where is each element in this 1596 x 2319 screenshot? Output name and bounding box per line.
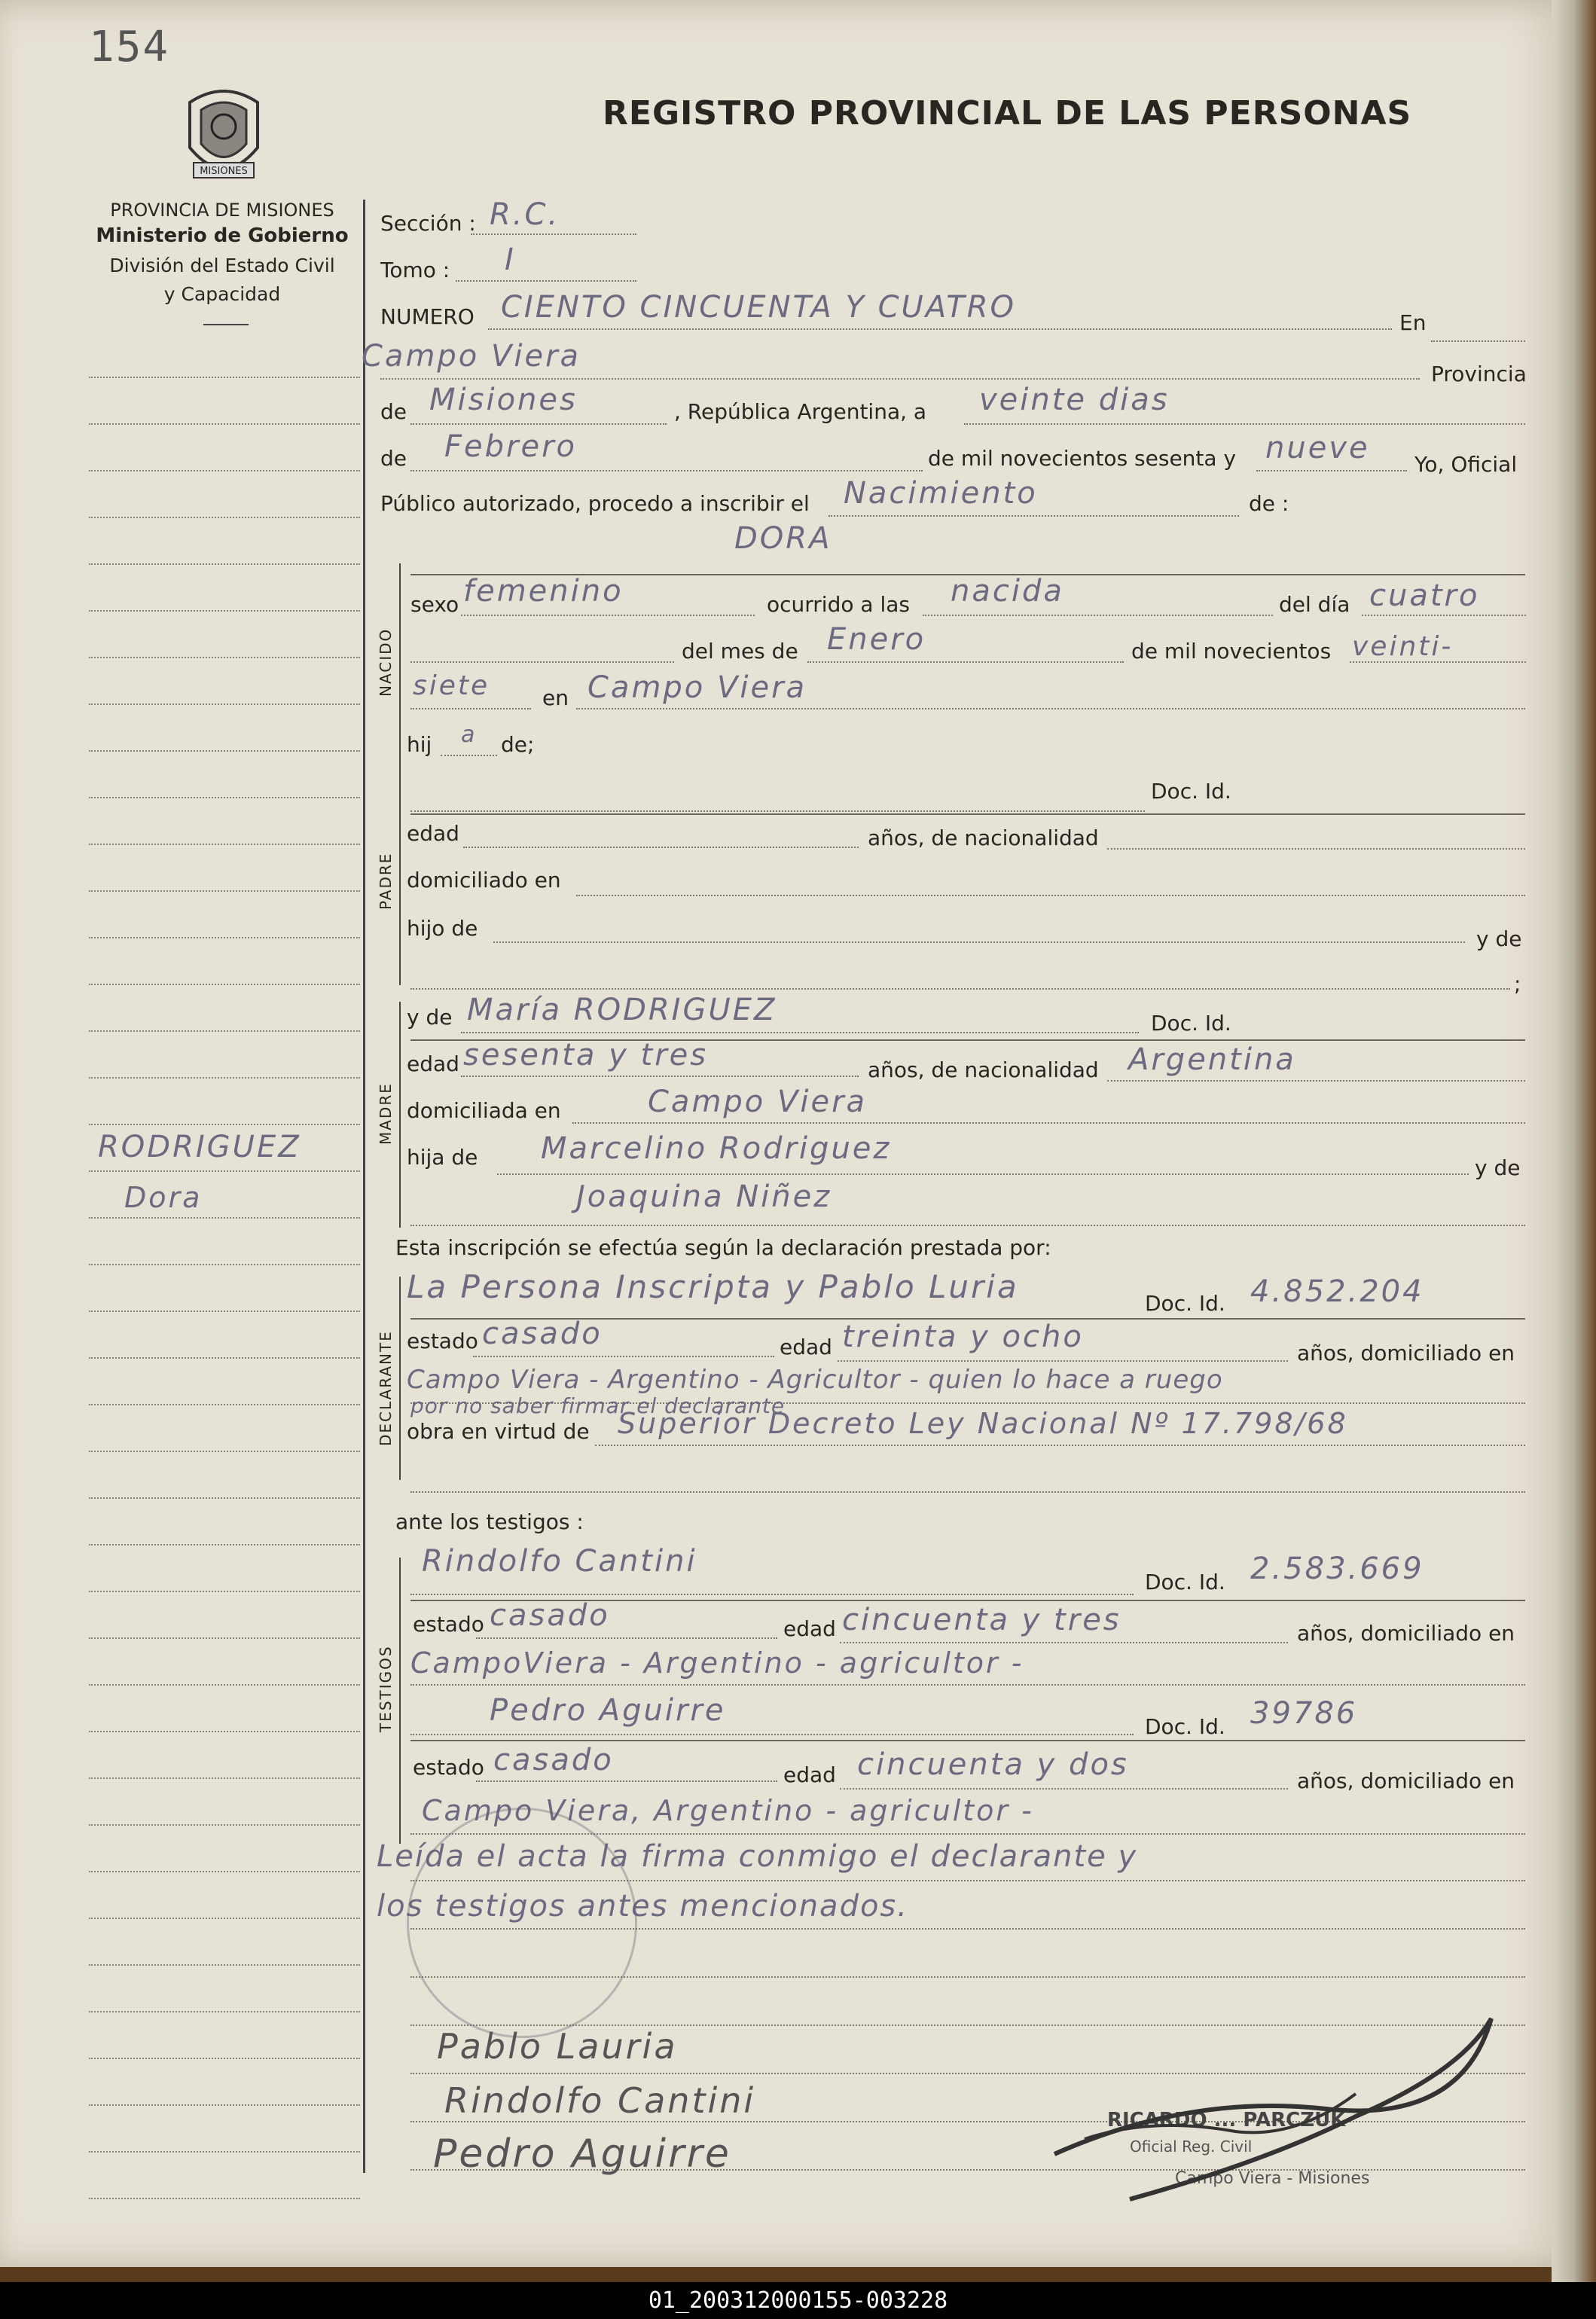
declarante-estado-line	[473, 1356, 774, 1357]
tomo-line	[456, 280, 636, 282]
official-signature-icon	[1039, 2003, 1506, 2214]
official-place: Campo Viera - Misiones	[1175, 2169, 1370, 2188]
sexo-value: femenino	[463, 574, 624, 609]
padre-hijo-label: hijo de	[407, 916, 478, 941]
padre-doc-label: Doc. Id.	[1151, 779, 1231, 804]
lugar-nac-value: Campo Viera	[587, 670, 807, 705]
numero-label: NUMERO	[380, 304, 475, 329]
en-line	[1431, 340, 1525, 342]
declarante-doc-value: 4.852.204	[1250, 1274, 1424, 1309]
madre-doc-label: Doc. Id.	[1151, 1011, 1231, 1036]
margin-line	[89, 1871, 360, 1872]
official-name: RICARDO ... PARCZUK	[1107, 2109, 1346, 2131]
seccion-label: Sección :	[380, 211, 476, 236]
declarante-name-value: La Persona Inscripta y Pablo Luria	[407, 1268, 1019, 1305]
hora-value: nacida	[951, 574, 1064, 609]
hij-label: hij	[407, 732, 432, 757]
madre-edad-label: edad	[407, 1051, 459, 1076]
margin-line	[89, 563, 360, 565]
margin-line	[89, 797, 360, 798]
declarante-domicilio-value: Campo Viera - Argentino - Agricultor - quien lo hace a ruego	[407, 1365, 1223, 1395]
testigo2-name-line	[410, 1734, 1134, 1735]
province-line	[410, 423, 667, 425]
margin-line	[89, 2104, 360, 2106]
page-title: REGISTRO PROVINCIAL DE LAS PERSONAS	[603, 94, 1412, 133]
coat-of-arms-icon	[175, 80, 273, 193]
ocurrido-label: ocurrido a las	[767, 592, 910, 617]
margin-line	[89, 1264, 360, 1265]
madre-edad-line	[461, 1076, 859, 1077]
testigo1-doc-label: Doc. Id.	[1145, 1570, 1225, 1594]
declarante-edad-value: treinta y ocho	[842, 1320, 1084, 1354]
testigo2-domicilio-label: años, domiciliado en	[1297, 1768, 1515, 1793]
margin-line	[89, 750, 360, 752]
anio-line	[1256, 470, 1407, 471]
en-label: En	[1399, 310, 1427, 335]
madre-section-label: MADRE	[377, 1082, 395, 1145]
testigo2-edad-value: cincuenta y dos	[857, 1747, 1129, 1782]
tomo-value: I	[505, 243, 516, 277]
madre-dom-line	[572, 1122, 1525, 1124]
padre-frame	[399, 774, 401, 985]
mes-value: Febrero	[444, 429, 577, 464]
margin-line	[89, 1777, 360, 1779]
margin-line	[89, 517, 360, 518]
margin-line	[89, 470, 360, 471]
book-edge	[1552, 0, 1596, 2282]
testigo1-name-line	[410, 1594, 1134, 1595]
padre-top-rule	[410, 813, 1525, 815]
madre-padre-value: Marcelino Rodriguez	[541, 1131, 892, 1166]
margin-line	[89, 984, 360, 985]
declarante-domicilio-label: años, domiciliado en	[1297, 1341, 1515, 1365]
obra-value: Superior Decreto Ley Nacional Nº 17.798/68	[618, 1407, 1348, 1440]
footer-id: 01_200312000155-003228	[0, 2282, 1596, 2319]
madre-hija-line	[497, 1173, 1469, 1175]
official-title: Oficial Reg. Civil	[1130, 2137, 1253, 2156]
dia-line	[964, 423, 1525, 425]
padre-y-de-label: y de	[1476, 926, 1522, 951]
margin-surname: RODRIGUEZ	[98, 1130, 301, 1164]
padre-domicilio-label: domiciliado en	[407, 868, 561, 893]
office-line-4: y Capacidad	[163, 283, 281, 305]
margin-line	[89, 657, 360, 658]
signature-1: Pablo Lauria	[437, 2026, 678, 2067]
testigo1-name: Rindolfo Cantini	[422, 1544, 697, 1579]
acto-value: Nacimiento	[844, 476, 1038, 511]
closing-line-1: Leída el acta la firma conmigo el declarante y	[377, 1839, 1138, 1874]
margin-line	[89, 610, 360, 612]
registered-name: DORA	[734, 521, 832, 556]
declarante-edad-line	[838, 1360, 1288, 1362]
nacido-row2-line-a	[410, 661, 674, 663]
republica-label: , República Argentina, a	[674, 399, 927, 424]
declarante-doc-label: Doc. Id.	[1145, 1291, 1225, 1316]
margin-line	[89, 703, 360, 705]
mes-nac-line	[807, 661, 1124, 663]
padre-edad-line	[463, 847, 859, 848]
testigo1-estado-label: estado	[413, 1612, 484, 1637]
padre-semicolon: ;	[1514, 972, 1521, 996]
publico-label: Público autorizado, procedo a inscribir el	[380, 491, 810, 516]
padre-abuela-line	[410, 988, 1510, 990]
seccion-line	[471, 233, 636, 235]
mes-line	[410, 470, 923, 471]
testigo1-edad-value: cincuenta y tres	[842, 1603, 1121, 1637]
sexo-line	[461, 615, 755, 616]
madre-domicilio-label: domiciliada en	[407, 1098, 561, 1123]
hij-line	[441, 755, 497, 756]
madre-abuela-line	[410, 1225, 1525, 1226]
margin-line	[89, 1544, 360, 1545]
office-line-3: División del Estado Civil	[109, 255, 335, 276]
margin-line	[89, 1217, 360, 1219]
margin-line	[89, 377, 360, 378]
de-label: de	[380, 399, 407, 424]
margin-name: Dora	[124, 1181, 203, 1214]
madre-hija-label: hija de	[407, 1145, 478, 1170]
padre-name-line	[410, 810, 1145, 812]
margin-line	[89, 1918, 360, 1919]
acto-line	[829, 515, 1239, 517]
margin-line	[89, 1684, 360, 1686]
dia-nac-value: cuatro	[1369, 578, 1480, 613]
place-line	[380, 378, 1420, 380]
del-mes-label: del mes de	[682, 639, 798, 664]
testigo1-dom-line	[410, 1684, 1525, 1686]
hij-de-label: de;	[501, 732, 535, 757]
margin-line	[89, 1731, 360, 1732]
testigo2-doc-label: Doc. Id.	[1145, 1714, 1225, 1739]
sexo-label: sexo	[410, 592, 459, 617]
testigos-frame	[399, 1558, 401, 1844]
margin-line	[89, 1497, 360, 1499]
margin-line	[89, 1170, 360, 1172]
office-line-2: Ministerio de Gobierno	[96, 224, 349, 247]
margin-line	[89, 1824, 360, 1826]
madre-frame	[399, 1002, 401, 1228]
testigo2-edad-label: edad	[783, 1762, 836, 1787]
declarante-estado-label: estado	[407, 1329, 478, 1353]
testigo1-doc-value: 2.583.669	[1250, 1552, 1424, 1586]
signature-3: Pedro Aguirre	[433, 2131, 731, 2177]
margin-line	[89, 1451, 360, 1452]
seccion-value: R.C.	[490, 197, 560, 232]
margin-line	[89, 2151, 360, 2153]
en-nac-label: en	[542, 685, 569, 710]
testigo2-name: Pedro Aguirre	[490, 1693, 726, 1728]
margin-line	[89, 1964, 360, 1966]
margin-line	[89, 2058, 360, 2059]
madre-y-de-label: y de	[407, 1005, 453, 1030]
madre-y-de2-label: y de	[1475, 1155, 1521, 1180]
closing-line-2: los testigos antes mencionados.	[377, 1889, 908, 1924]
provincia-label: Provincia	[1431, 362, 1527, 386]
testigos-section-label: TESTIGOS	[377, 1645, 395, 1732]
anio-nac-value: veinti-	[1352, 631, 1454, 662]
official-seal-icon	[407, 1808, 637, 2038]
padre-nacionalidad-label: años, de nacionalidad	[868, 825, 1099, 850]
tomo-label: Tomo :	[380, 258, 450, 282]
testigo1-edad-label: edad	[783, 1616, 836, 1641]
madre-nac-line	[1107, 1080, 1525, 1082]
margin-line	[89, 1311, 360, 1312]
mil-label: de mil novecientos	[1131, 639, 1332, 664]
margin-line	[89, 1591, 360, 1592]
testigo1-estado-line	[476, 1637, 777, 1639]
dia-value: veinte dias	[979, 383, 1170, 417]
testigo2-estado-line	[476, 1780, 777, 1782]
testigo2-top-rule	[410, 1740, 1525, 1741]
margin-line	[89, 1077, 360, 1079]
obra-label: obra en virtud de	[407, 1419, 590, 1444]
testigo1-estado-value: casado	[490, 1598, 610, 1633]
testigo2-edad-line	[840, 1788, 1288, 1790]
madre-nacionalidad-label: años, de nacionalidad	[868, 1057, 1099, 1082]
margin-line	[89, 423, 360, 425]
madre-name-line	[461, 1032, 1139, 1033]
madre-edad-value: sesenta y tres	[463, 1038, 709, 1073]
signature-2: Rindolfo Cantini	[444, 2080, 756, 2121]
numero-line	[488, 328, 1392, 330]
testigo1-domicilio-value: CampoViera - Argentino - agricultor -	[410, 1646, 1024, 1680]
anio-nac-value2: siete	[413, 670, 490, 701]
madre-nacionalidad-value: Argentina	[1128, 1042, 1296, 1077]
testigo2-domicilio-value: Campo Viera, Argentino - agricultor -	[422, 1794, 1034, 1827]
province-value: Misiones	[429, 383, 578, 417]
padre-hijo-line	[493, 941, 1465, 943]
testigo1-domicilio-label: años, domiciliado en	[1297, 1621, 1515, 1646]
anio-label: de mil novecientos sesenta y	[928, 446, 1237, 471]
margin-line	[89, 1637, 360, 1639]
padre-edad-label: edad	[407, 821, 459, 846]
mes-nac-value: Enero	[827, 622, 926, 657]
hij-value: a	[461, 722, 478, 748]
testigo1-edad-line	[840, 1642, 1288, 1643]
place-value: Campo Viera	[362, 339, 581, 374]
declarante-estado-value: casado	[482, 1317, 603, 1351]
margin-line	[89, 2198, 360, 2199]
testigo2-estado-label: estado	[413, 1755, 484, 1780]
numero-value: CIENTO CINCUENTA Y CUATRO	[501, 290, 1016, 325]
emblem-text: MISIONES	[200, 166, 248, 177]
declarante-domicilio-value2: por no saber firmar el declarante	[410, 1393, 786, 1418]
madre-madre-value: Joaquina Niñez	[576, 1179, 832, 1214]
margin-line	[89, 1357, 360, 1359]
padre-nac-line	[1107, 848, 1525, 850]
nacido-frame	[399, 563, 401, 774]
del-dia-label: del día	[1279, 592, 1350, 617]
padre-section-label: PADRE	[377, 852, 395, 910]
margin-line	[89, 890, 360, 892]
anio-value: nueve	[1265, 431, 1370, 465]
nacido-section-label: NACIDO	[377, 627, 395, 697]
obra-line	[595, 1445, 1525, 1446]
page-number: 154	[89, 23, 170, 72]
de2-label: de	[380, 446, 407, 471]
oficial-label: Yo, Oficial	[1414, 452, 1518, 477]
declarante-frame	[399, 1277, 401, 1480]
office-divider	[203, 324, 249, 325]
declarante-section-label: DECLARANTE	[377, 1330, 395, 1446]
margin-line	[89, 2011, 360, 2012]
margin-line	[89, 844, 360, 845]
padre-dom-line	[576, 895, 1525, 896]
testigo2-estado-value: casado	[493, 1743, 614, 1777]
margin-line	[89, 1030, 360, 1032]
testigo2-doc-value: 39786	[1250, 1696, 1358, 1731]
office-line-1: PROVINCIA DE MISIONES	[110, 200, 334, 221]
testigos-intro-label: ante los testigos :	[395, 1509, 584, 1534]
dia-nac-line	[1362, 615, 1526, 616]
declarante-edad-label: edad	[780, 1335, 832, 1359]
declarante-intro-label: Esta inscripción se efectúa según la declaración prestada por:	[395, 1235, 1051, 1260]
declarante-extra-line	[410, 1491, 1525, 1493]
lugar-nac-line	[576, 708, 1525, 709]
anio2-line	[410, 708, 531, 709]
de3-label: de :	[1249, 491, 1289, 516]
margin-line	[89, 1124, 360, 1125]
hora-line	[923, 615, 1273, 616]
margin-line	[89, 1404, 360, 1405]
madre-name-value: María RODRIGUEZ	[467, 993, 777, 1027]
margin-line	[89, 937, 360, 938]
madre-domicilio-value: Campo Viera	[648, 1085, 868, 1119]
main-frame-line	[363, 200, 365, 2173]
